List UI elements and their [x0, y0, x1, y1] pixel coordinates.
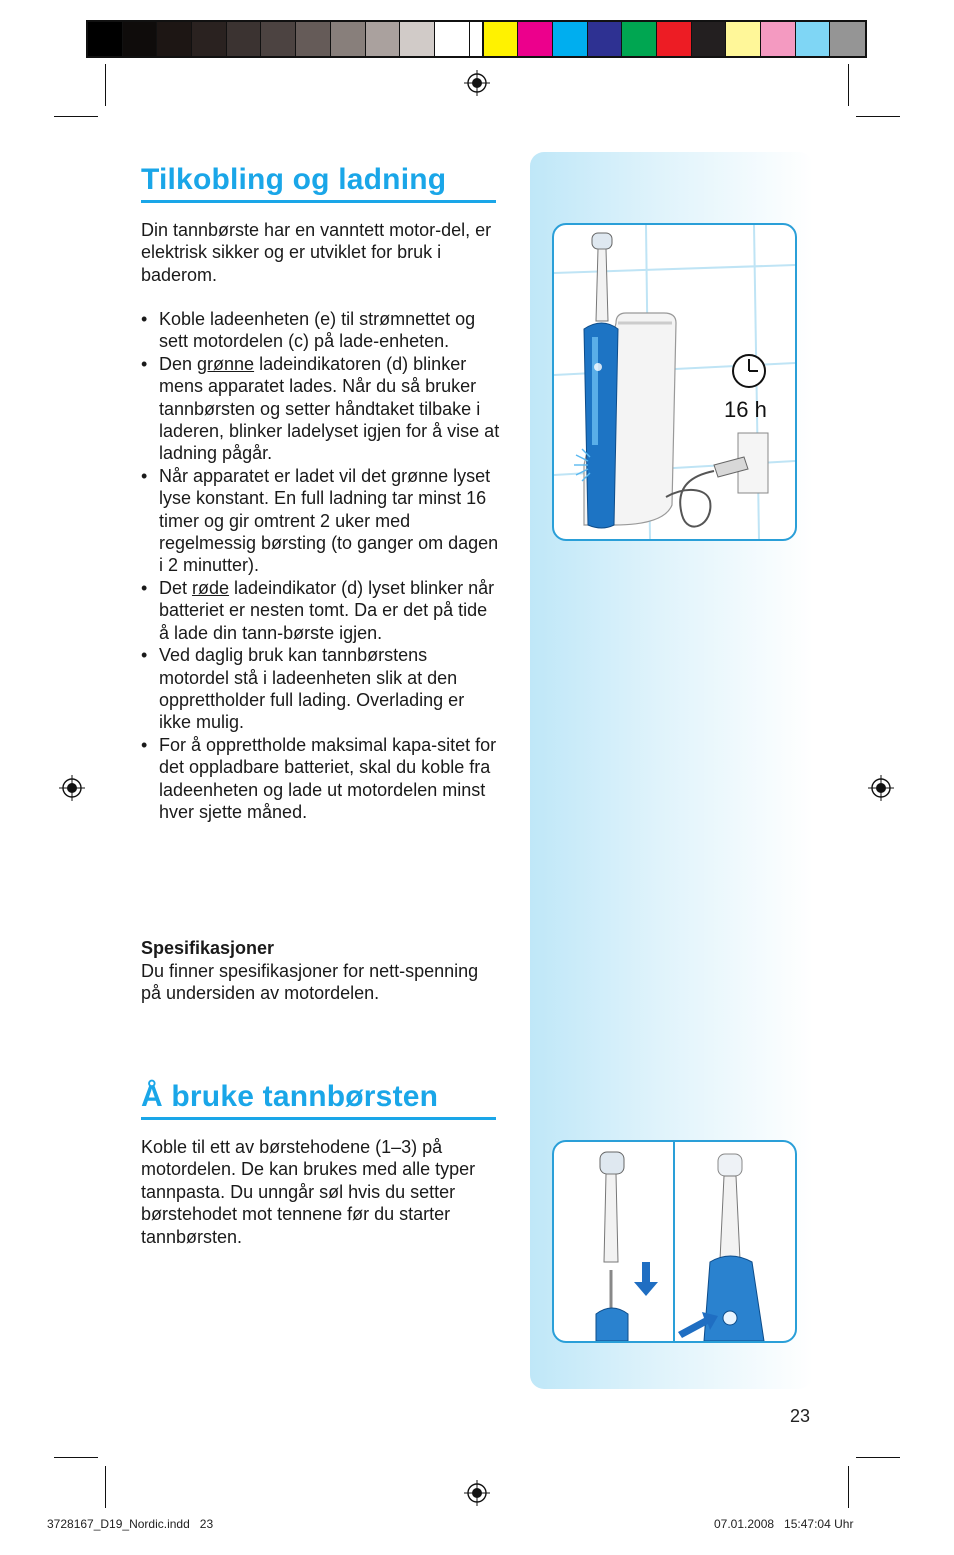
- instruction-text: ladeindikator (d) lyset blinker når batteriet er nesten tomt. Da er det på tide å lade din tann-børste igjen.: [159, 577, 495, 643]
- crop-mark: [105, 64, 106, 106]
- instruction-text: Den: [159, 353, 198, 374]
- color-swatch: [484, 22, 519, 56]
- charging-illustration: [552, 223, 797, 541]
- color-bar-gap: [470, 22, 484, 56]
- color-swatch: [796, 22, 831, 56]
- color-swatch: [88, 22, 123, 56]
- instruction-text: ladeindikatoren (d) blinker mens apparatet lades. Når du så bruker tannbørsten og setter håndtaket tilbake i laderen, blinker ladelyset igjen for å vise at ladning pågår.: [159, 353, 500, 464]
- crop-mark: [54, 1457, 98, 1458]
- color-swatch: [726, 22, 761, 56]
- color-swatch: [692, 22, 727, 56]
- color-swatch: [518, 22, 553, 56]
- charging-instructions-list: [141, 308, 501, 823]
- instruction-item: [141, 308, 501, 353]
- color-swatch: [192, 22, 227, 56]
- heading-underline: [141, 1117, 496, 1120]
- instruction-item: [141, 577, 501, 644]
- registration-mark-icon: [868, 775, 894, 801]
- instruction-item: [141, 644, 501, 734]
- color-swatch: [331, 22, 366, 56]
- section-heading-usage: Å bruke tannbørsten: [141, 1080, 439, 1113]
- section-heading-charging: Tilkobling og ladning: [141, 163, 447, 196]
- color-swatch: [296, 22, 331, 56]
- spec-title: Spesifikasjoner: [141, 938, 275, 958]
- charging-scene-image: [554, 225, 795, 539]
- color-calibration-bar: [86, 20, 867, 58]
- color-swatch: [157, 22, 192, 56]
- registration-mark-icon: [464, 70, 490, 96]
- color-swatch: [435, 22, 470, 56]
- underlined-term: røde: [192, 577, 230, 598]
- color-swatch: [588, 22, 623, 56]
- instruction-text: Ved daglig bruk kan tannbørstens motordel stå i ladeenheten slik at den opprettholder full lading. Overlading er ikke mulig.: [159, 645, 465, 733]
- heading-underline: [141, 200, 496, 203]
- footer-file-info: 3728167_D19_Nordic.indd 23: [47, 1517, 214, 1531]
- instruction-item: [141, 465, 501, 577]
- spec-paragraph: Du finner spesifikasjoner for nett-spenning på undersiden av motordelen.: [141, 961, 479, 1004]
- crop-mark: [848, 1466, 849, 1508]
- crop-mark: [848, 64, 849, 106]
- charge-time-label: 16 h: [724, 397, 767, 422]
- instruction-item: [141, 734, 501, 824]
- footer-timestamp: 07.01.2008 15:47:04 Uhr: [714, 1517, 854, 1531]
- color-swatch: [830, 22, 865, 56]
- color-swatch: [553, 22, 588, 56]
- brush-head-scene-image: [554, 1142, 795, 1341]
- instruction-item: [141, 353, 501, 465]
- crop-mark: [54, 116, 98, 117]
- registration-mark-icon: [59, 775, 85, 801]
- brush-head-illustration: [552, 1140, 797, 1343]
- clock-icon: [733, 355, 765, 387]
- crop-mark: [105, 1466, 106, 1508]
- instruction-text: Det: [159, 577, 193, 598]
- color-swatch: [123, 22, 158, 56]
- color-swatch: [400, 22, 435, 56]
- intro-paragraph: Din tannbørste har en vanntett motor-del, er elektrisk sikker og er utviklet for bruk i baderom.: [141, 220, 492, 285]
- instruction-text: Når apparatet er ladet vil det grønne lyset lyse konstant. En full ladning tar minst 16 timer og gir omtrent 2 uker med regelmessig børsting (to ganger om dagen i 2 minutter).: [159, 465, 499, 576]
- color-swatch: [366, 22, 401, 56]
- usage-paragraph: Koble til ett av børstehodene (1–3) på motordelen. De kan brukes med alle typer tannpasta. Du unngår søl hvis du setter børstehodet mot tennene før du starter tannbørsten.: [141, 1137, 476, 1247]
- color-swatch: [261, 22, 296, 56]
- instruction-text: Koble ladeenheten (e) til strømnettet og sett motordelen (c) på lade-enheten.: [159, 309, 476, 352]
- page-number: 23: [790, 1406, 811, 1426]
- underlined-term: grønne: [197, 353, 255, 374]
- instruction-text: For å opprettholde maksimal kapa-sitet for det oppladbare batteriet, skal du koble fra ladeenheten og lade ut motordelen minst hver sjette måned.: [159, 734, 497, 822]
- registration-mark-icon: [464, 1480, 490, 1506]
- crop-mark: [856, 116, 900, 117]
- color-swatch: [761, 22, 796, 56]
- color-swatch: [657, 22, 692, 56]
- color-swatch: [622, 22, 657, 56]
- crop-mark: [856, 1457, 900, 1458]
- color-swatch: [227, 22, 262, 56]
